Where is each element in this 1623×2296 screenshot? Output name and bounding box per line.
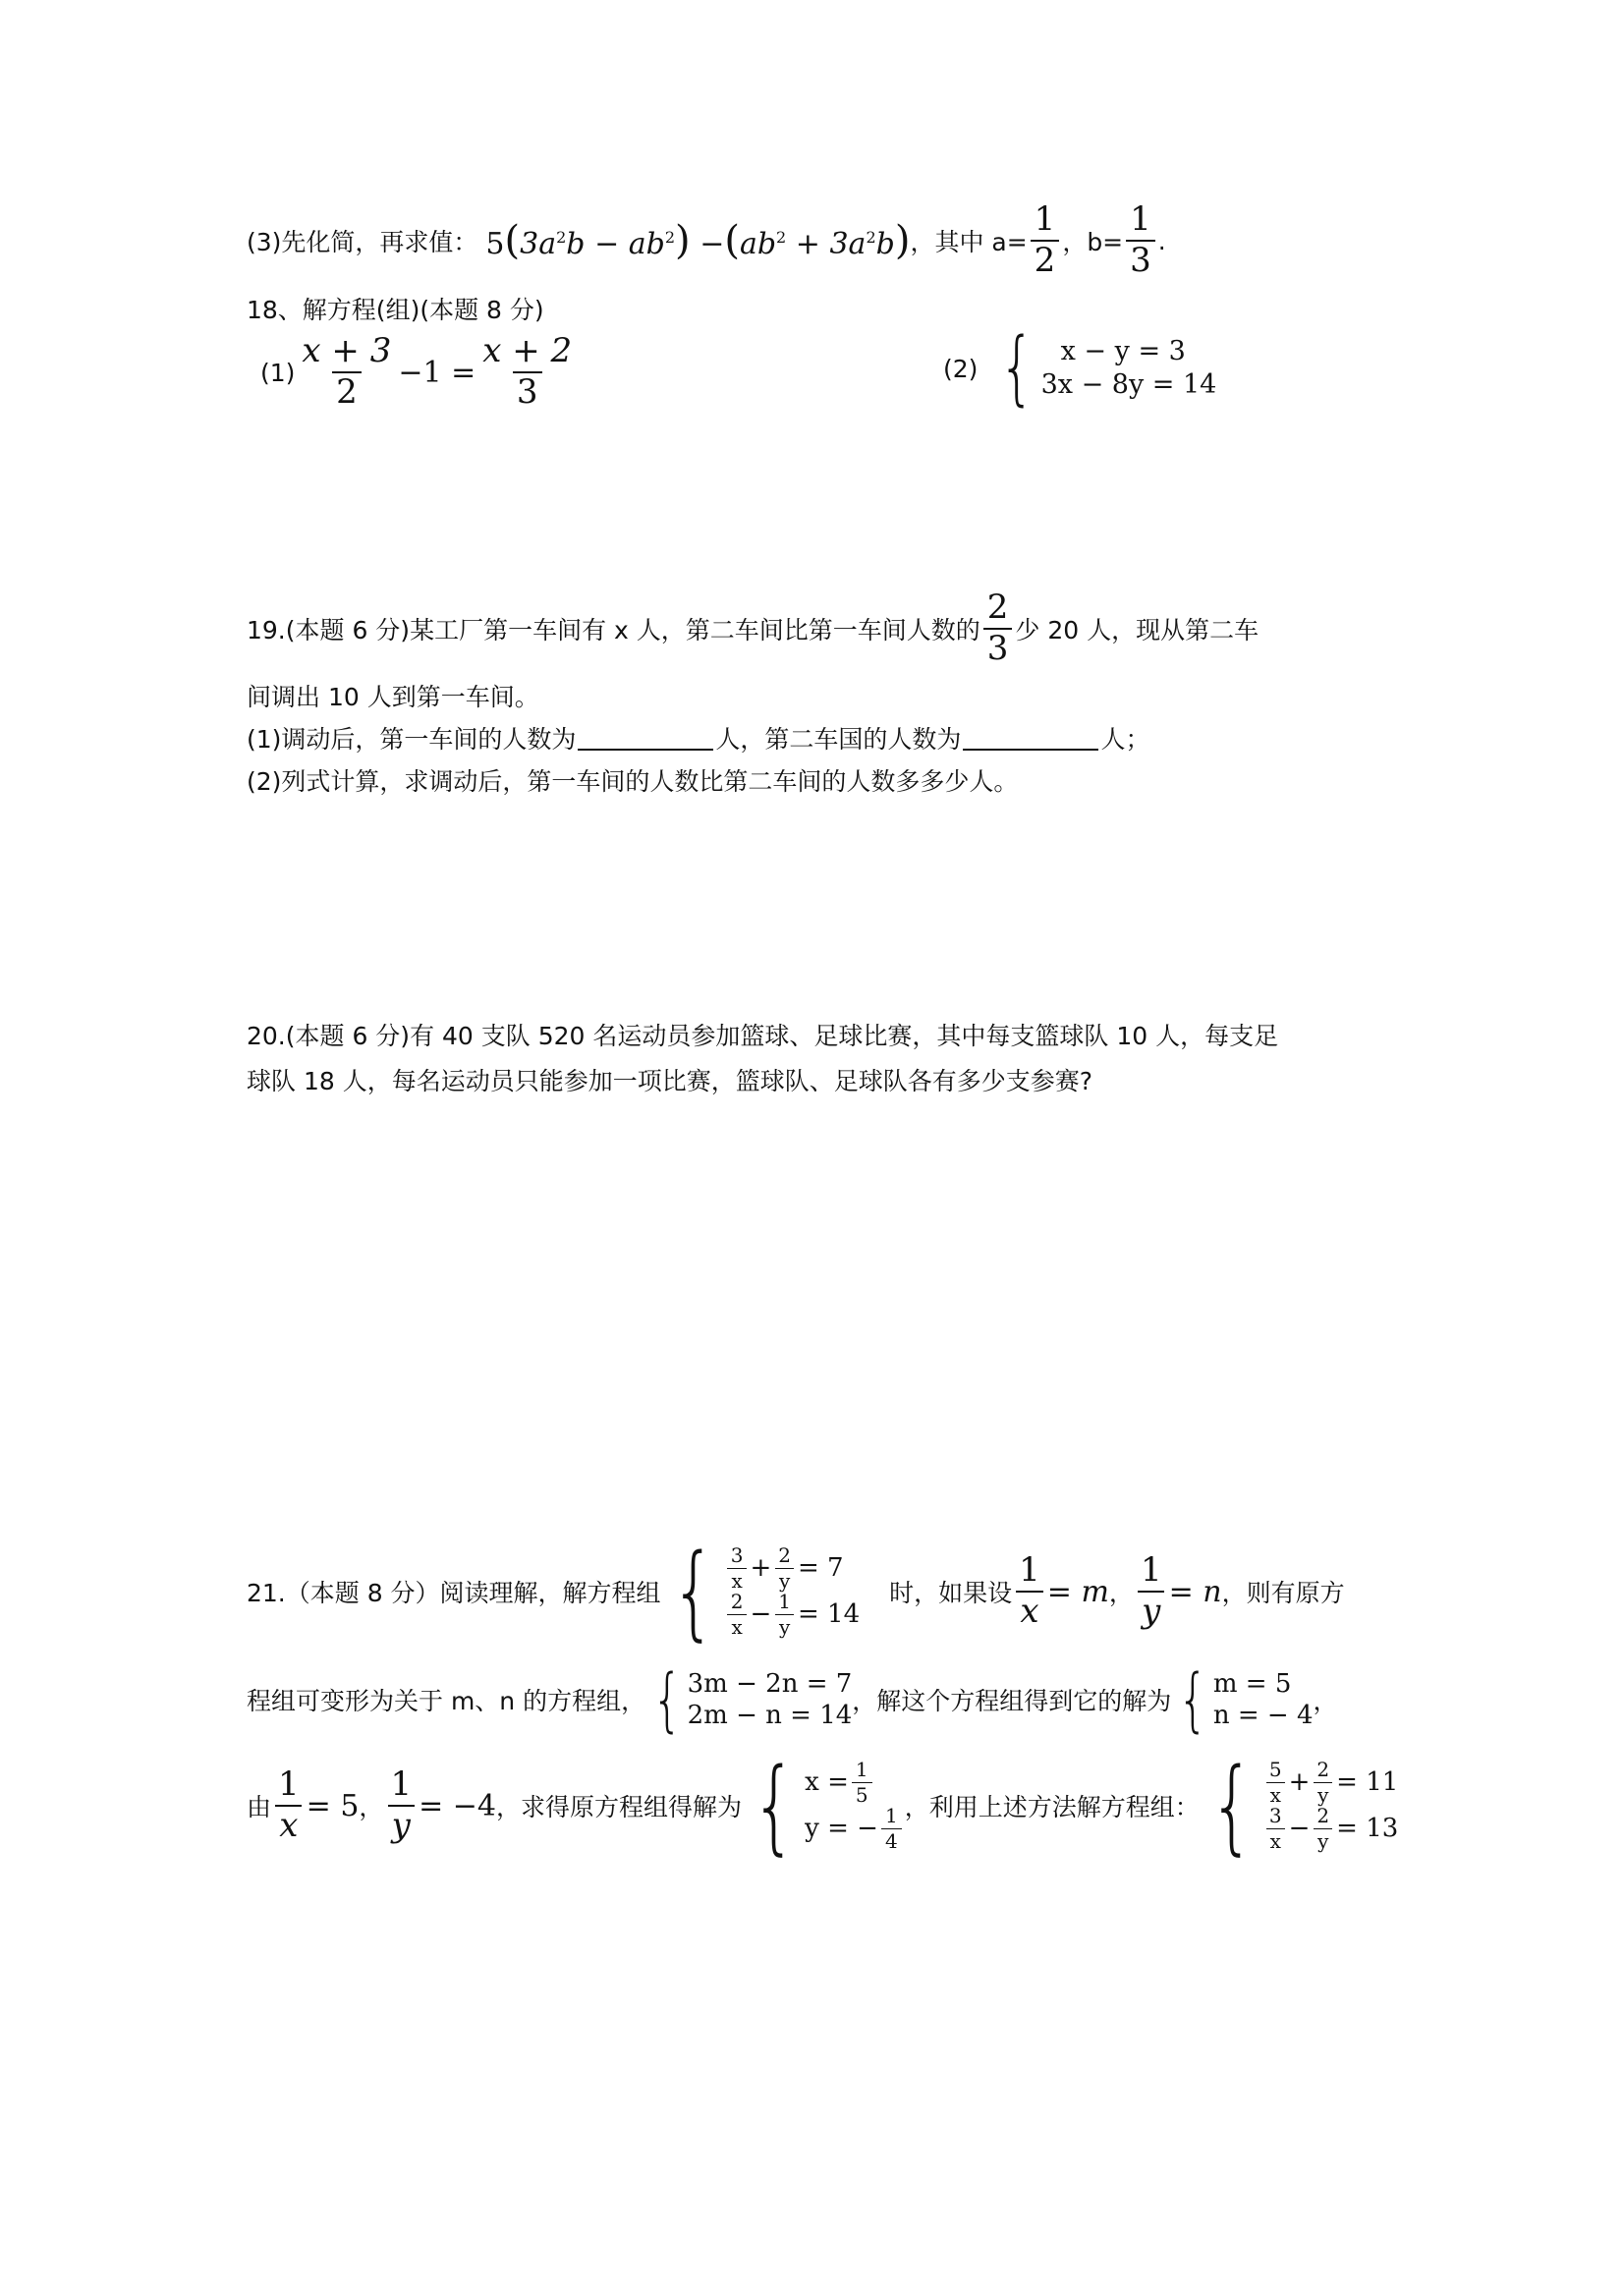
answer-blank-1[interactable] — [578, 725, 713, 751]
brace-icon: { — [1177, 1659, 1209, 1740]
q18-part2 — [943, 321, 1217, 415]
q21-line1: 21.（本题 8 分）阅读理解，解方程组 { $\frac{3}{x}$ + $\frac{2}{y}$ = 7 $\frac{2}{x}$ − $\frac{1}{y}$ = 14 时，如果设 $\frac{1}{x}$ = m ， $\frac{1}{y}$ = n ，则有原方 — [247, 1532, 1345, 1652]
q17-3-line — [247, 201, 1166, 280]
q18-part1 — [260, 329, 579, 416]
q21-target-eq2: $\frac{3}{x}$ − $\frac{2}{y}$ = 13 — [1262, 1806, 1398, 1852]
q18-title: 18、解方程(组)(本题 8 分) — [247, 296, 544, 324]
q18-part1-right-fraction: $\frac{x + 2}{3}$ — [482, 331, 573, 412]
q21-x-solution: x = $\frac{1}{5}$ — [805, 1760, 905, 1806]
brace-icon: { — [670, 1532, 716, 1652]
q20-line2: 球队 18 人，每名运动员只能参加一项比赛，篮球队、足球队各有多少支参赛? — [247, 1067, 1092, 1095]
q21-mn-sol2: n = − 4 — [1212, 1701, 1314, 1730]
q19-line2: 间调出 10 人到第一车间。 — [247, 683, 539, 711]
q20-line1: 20.(本题 6 分)有 40 支队 520 名运动员参加篮球、足球比赛，其中每支篮球队 10 人，每支足 — [247, 1022, 1279, 1050]
q18-part2-label: (2) — [943, 354, 979, 383]
brace-icon: { — [651, 1659, 683, 1740]
q17-3-expression: $5(3a^2b - ab^2) -(ab^2 + 3a^2b)$ — [485, 218, 911, 263]
q19-line4: (2)列式计算，求调动后，第一车间的人数比第二车间的人数多多少人。 — [247, 767, 1019, 796]
q17-3-label: (3)先化简，再求值： — [247, 228, 478, 256]
q21-line3: 由 $\frac{1}{x}$ = 5 ， $\frac{1}{y}$ = −4 ，求得原方程组得解为 { x = $\frac{1}{5}$ y = − $\frac{1}{4}$ ，利用上述方法解方程组： { $\frac{5}{x}$ + $\frac{2}{y}$ = 11 $\frac{3}{x}$ − $\frac{2}{y}$ = 13 — [247, 1746, 1399, 1866]
q21-m-fraction: $\frac{1}{x}$ — [1015, 1553, 1044, 1629]
q17-3-end: . — [1157, 226, 1166, 255]
q18-part2-eq2: 3x − 8y = 14 — [1040, 369, 1217, 400]
q21-mn-sol1: m = 5 — [1212, 1668, 1292, 1699]
q21-target-eq1: $\frac{5}{x}$ + $\frac{2}{y}$ = 11 — [1262, 1760, 1398, 1806]
q21-mn-solution — [1213, 1668, 1314, 1732]
a-value-fraction: $\frac{1}{2}$ — [1031, 202, 1060, 278]
q21-y-solution: y = − $\frac{1}{4}$ — [805, 1806, 905, 1852]
q21-line2: 程组可变形为关于 m、n 的方程组， { 3m − 2n = 7 2m − n = 14 ，解这个方程组得到它的解为 { m = 5 n = − 4 ， — [247, 1659, 1338, 1740]
brace-icon: { — [999, 321, 1035, 415]
q17-3-where: ，其中 a= — [910, 228, 1028, 256]
q18-part1-minus-one: −1 = — [398, 355, 476, 390]
q21-r1-fraction: $\frac{1}{x}$ — [274, 1767, 304, 1843]
brace-icon: { — [1208, 1746, 1255, 1866]
q19-line3: (1)调动后，第一车间的人数为 人，第二车国的人数为 人； — [247, 725, 1150, 754]
q18-part2-eq1: x − y = 3 — [1060, 336, 1186, 367]
q21-mn-eq2: 2m − n = 14 — [687, 1701, 853, 1730]
q18-part1-left-fraction: $\frac{x + 3}{2}$ — [302, 331, 392, 412]
q17-3-comma-b: ，b= — [1062, 228, 1124, 256]
q21-mn-system — [688, 1668, 853, 1732]
q21-original-eq1: $\frac{3}{x}$ + $\frac{2}{y}$ = 7 — [724, 1545, 860, 1592]
q21-original-system — [724, 1545, 860, 1638]
q19-fraction: $\frac{2}{3}$ — [983, 590, 1013, 666]
q18-part2-system — [1041, 335, 1217, 402]
q19-line1: 19.(本题 6 分)某工厂第一车间有 x 人，第二车间比第一车间人数的 $\frac{2}{3}$ 少 20 人，现从第二车 — [247, 588, 1259, 668]
brace-icon: { — [751, 1746, 798, 1866]
b-value-fraction: $\frac{1}{3}$ — [1126, 202, 1155, 278]
answer-blank-2[interactable] — [963, 725, 1098, 751]
q21-target-system — [1262, 1760, 1398, 1852]
q18-part1-label: (1) — [260, 358, 296, 387]
q21-r2-fraction: $\frac{1}{y}$ — [386, 1767, 416, 1843]
q21-original-eq2: $\frac{2}{x}$ − $\frac{1}{y}$ = 14 — [724, 1592, 860, 1638]
q21-xy-solution — [805, 1760, 905, 1852]
q21-mn-eq1: 3m − 2n = 7 — [687, 1668, 853, 1699]
q21-n-fraction: $\frac{1}{y}$ — [1137, 1553, 1166, 1629]
